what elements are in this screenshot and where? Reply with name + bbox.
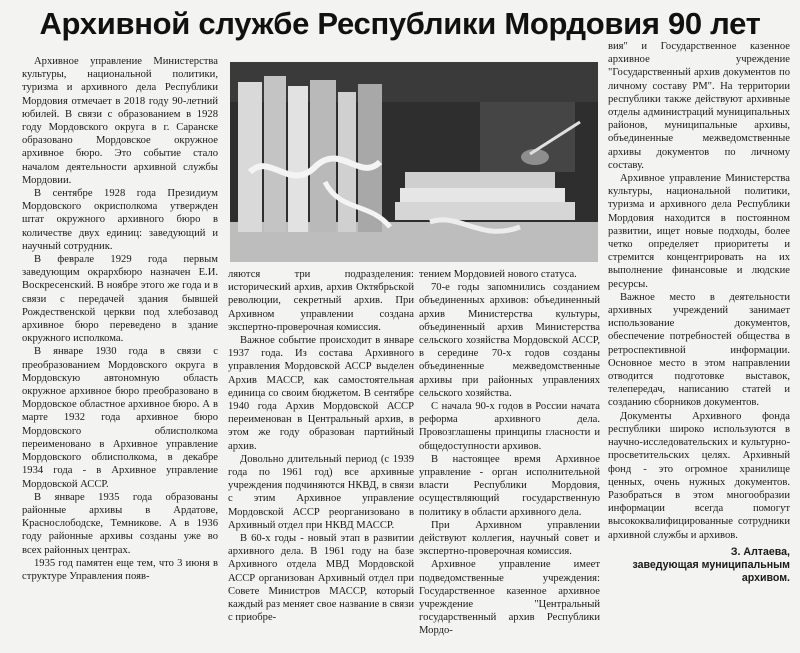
- paragraph: В 60-х годы - новый этап в развитии архивного дела. В 1961 году на базе Архивного отдела МВД Мордовской АССР организован Архивный отдел при Совете Министров МАССР, который каждый раз меняет свое название в связи с приобре-: [228, 533, 414, 624]
- author-signature: [608, 546, 790, 586]
- archive-books-photo: [230, 62, 598, 262]
- paragraph: В настоящее время Архивное управление - орган исполнительной власти Республики Мордовия, осуществляющий государственную политику в области архивного дела.: [419, 453, 600, 518]
- article-column-1: [22, 55, 218, 650]
- author-title: заведующая муниципальным архивом.: [632, 558, 790, 585]
- paragraph: ляются три подразделения: исторический архив, архив Октябрьской революции, секретный архив. При Архивном управлении создана экспертно-проверочная комиссия.: [228, 269, 414, 333]
- article-column-3: [419, 268, 600, 650]
- paragraph: Документы Архивного фонда республики широко используются в научно-исследовательских и культурно-просветительских целях. Архивный фонд - это огромное хранилище ценных, очень нужных документов. Разобраться в этом многообразии информации всегда помогут высококвалифицированные сотрудники архивной службы и архивов.: [608, 410, 790, 541]
- paragraph: Довольно длительный период (с 1939 года по 1961 год) все архивные учреждения подчиняются НКВД, в связи с этим Архивное управление Мордовской АССР реорганизовано в Архивный отдел при НКВД МАССР.: [228, 453, 414, 531]
- paragraph: Важное место в деятельности архивных учреждений занимает использование документов, обеспечение потребностей общества в ретроспективной информации. Основное место в этом направлении отводится подготовке выставок, телепередач, написанию статей и созданию сборников документов.: [608, 291, 790, 409]
- paragraph: При Архивном управлении действуют коллегия, научный совет и экспертно-проверочная комиссия.: [419, 519, 600, 558]
- paragraph: вия" и Государственное казенное архивное учреждение "Государственный архив документов по личному составу РМ". На территории республики также действуют архивные отделы администраций муниципальных районов, муниципальные архивы, объединенные межведомственные архивы документов по личному составу.: [608, 41, 790, 171]
- paragraph: Архивное управление Министерства культуры, национальной политики, туризма и архивного дела Республики Мордовия находится в постоянном развитии, ищет новые подходы, более четко определяет приоритеты и стремится концентрировать на их выполнение финансовые и людские ресурсы.: [608, 173, 790, 290]
- archive-books-illustration: [230, 62, 598, 262]
- paragraph: Важное событие происходит в январе 1937 года. Из состава Архивного управления Мордовской АССР выделен Архив МАССР, как самостоятельная единица со своим бюджетом. В сентябре 1940 года Архив Мордовской АССР переименован в Центральный архив, в этом же году образован партийный архив.: [228, 335, 414, 452]
- paragraph: В феврале 1929 года первым заведующим окрархбюро назначен Е.И. Воскресенский. В ноябре этого же года и в связи с передачей здания бывшей Рождественской церкви под хлебозавод архивное бюро переведено в здание окружного исполкома.: [22, 254, 218, 345]
- paragraph: тением Мордовией нового статуса.: [419, 269, 577, 280]
- paragraph: С начала 90-х годов в России начата реформа архивного дела. Провозглашены принципы гласности и общедоступности архивов.: [419, 401, 600, 452]
- author-name: З. Алтаева,: [730, 545, 790, 558]
- paragraph: В сентябре 1928 года Президиум Мордовского окрисполкома утвержден штат окружного архивного бюро в количестве двух единиц: заведующий и научный сотрудник.: [22, 188, 218, 252]
- paragraph: Архивное управление имеет подведомственные учреждения: Государственное казенное архивное учреждение "Центральный государственный архив Республики Мордо-: [419, 559, 600, 637]
- paragraph: Архивное управление Министерства культуры, национальной политики, туризма и архивного дела Республики Мордовия отмечает в 2018 году 90-летний юбилей. В связи с образованием в 1928 году Мордовского округа в г. Саранске образовано Мордовское окружное архивное бюро. Это событие стало началом деятельности архивной службы Мордовии.: [22, 56, 218, 186]
- article-headline: Архивной службе Республики Мордовия 90 лет: [39, 6, 761, 41]
- article-column-2: [228, 268, 414, 650]
- paragraph: В январе 1930 года в связи с преобразованием Мордовского округа в Мордовскую автономную область окружное архивное бюро преобразовано в Мордовское областное архивное бюро. А в марте 1932 года архивное бюро Мордовского облисполкома переименовано в Архивное управление Мордовского облисполкома, в декабре 1934 года - в Архивное управление Мордовской АССР.: [22, 346, 218, 490]
- article-column-4: [608, 40, 790, 650]
- paragraph: 70-е годы запомнились созданием объединенных архивов: объединенный архив Министерства культуры, объединенный архив Министерства сельского хозяйства Мордовской АССР, в середине 70-х годов созданы объединенные межведомственные архивы при районных управлениях сельского хозяйства.: [419, 282, 600, 399]
- paragraph: В январе 1935 года образованы районные архивы в Ардатове, Краснослободске, Темникове. А в 1936 году районные архивы созданы уже во всех районных центрах.: [22, 491, 218, 556]
- paragraph: 1935 год памятен еще тем, что 3 июня в структуре Управления появ-: [22, 557, 218, 582]
